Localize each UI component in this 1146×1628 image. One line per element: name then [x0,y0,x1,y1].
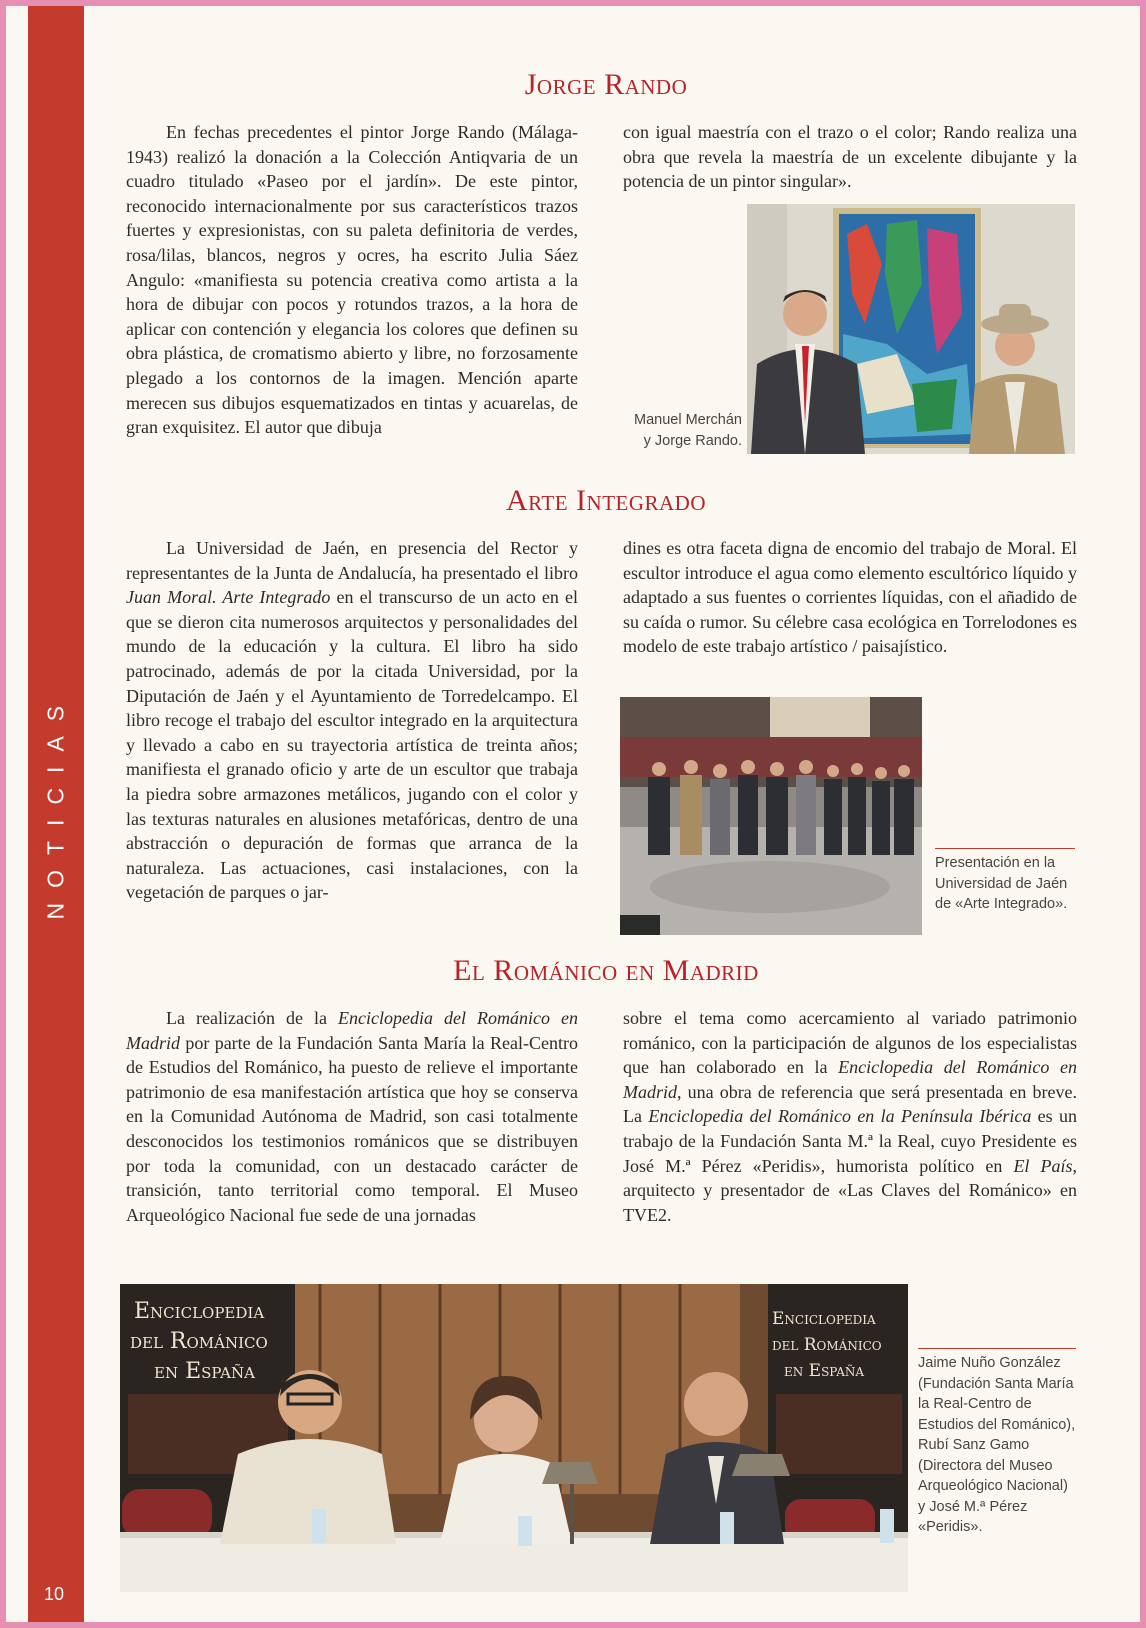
text-run: La realización de la [166,1008,338,1028]
headline-romanico-madrid: El Románico en Madrid [453,954,759,987]
banner-left-line3: en España [154,1359,255,1384]
text-run: La Universidad de Jaén, en presencia del Rector y representantes de la Junta de Andalucía, ha presentado el libro [126,538,578,583]
banner-left-line2: del Románico [130,1329,268,1354]
section-label [42,690,69,920]
book-title: Enciclopedia del Románico en la Península Ibérica [648,1106,1032,1127]
text-run: en el transcurso de un acto en el que se dieron cita numerosos arquitectos y personalidades del mundo de la educación y la cultura. El libro ha sido patrocinado, además de por la citada Universidad, por la Diputación de Jaén y el Ayuntamiento de Torredelcampo. El libro recoge el trabajo del escultor integrado en la arquitectura y llevado a cabo en su trayectoria artística de treinta años; manifiesta el granado oficio y arte de un escultor que trabaja la piedra sobre armazones metálicos, jugando con el color y las texturas naturales en alusiones metafóricas, dentro de una abstracción o depuración de formas que arranca de la naturaleza. Las actuaciones, casi instalaciones, con la vegetación de parques o jar- [126,587,578,903]
caption-mesa-romanico [918,1348,1076,1538]
text-run: es un trabajo de la Fundación Santa M.ª la Real, cuyo Presidente es José M.ª Pérez «Peridis», humorista político en [623,1106,1078,1176]
text-run: , arquitecto y presentador de «Las Claves del Románico» en TVE2. [623,1155,1078,1225]
paragraph: con igual maestría con el trazo o el color; Rando realiza una obra que revela la maestría de un excelente dibujante y la potencia de un pintor singular». [623,122,1077,192]
photo-mesa-romanico [120,1284,908,1592]
banner-left-line1: Enciclopedia [134,1299,265,1324]
book-title: Juan Moral. Arte Integrado [126,587,331,608]
article-jorge-rando-col2 [623,120,1077,194]
headline-arte-integrado: Arte Integrado [505,484,707,517]
caption-merchan-rando: Manuel Merchán y Jorge Rando. [634,412,742,449]
text-run: , una obra de referencia que será presentada en breve. La [623,1081,1077,1127]
banner-right-line3: en España [784,1361,865,1381]
caption-presentacion-jaen [935,848,1075,915]
paragraph: En fechas precedentes el pintor Jorge Rando (Málaga-1943) realizó la donación a la Colección Antiqvaria de un cuadro titulado «Paseo por el jardín». De este pintor, reconocido internacionalmente por sus característicos trazos fuertes y expresionistas, con su paleta definitoria de verdes, rosa/lilas, blancos, negros y ocres, ha escrito Julia Sáez Angulo: «manifiesta su potencia creativa como artista a la hora de dibujar con pocos y rotundos trazos, a la hora de aplicar con contención y elegancia los colores que definen su obra plástica, de cromatismo abierto y libre, no forzosamente plegado a los contornos de la imagen. Mención aparte merecen sus dibujos esquematizados en tintas y acuarelas, de gran exquisitez. El autor que dibuja [126,122,578,438]
paragraph [126,536,578,905]
paragraph: dines es otra faceta digna de encomio del trabajo de Moral. El escultor introduce el agua como elemento escultórico líquido y adaptado a sus fuentes o corrientes líquidas, con el añadido de su caída o rumor. Su célebre casa ecológica en Torrelodones es modelo de este trabajo artístico / paisajístico. [623,538,1077,657]
book-title: Enciclopedia del Románico en Madrid [126,1008,578,1053]
section-label-text: NOTICIAS [42,690,69,920]
banner-right-line2: del Románico [772,1335,882,1355]
article-jorge-rando-col1 [126,120,578,470]
caption-rule [935,848,1075,849]
text-run: sobre el tema como acercamiento al variado patrimonio románico, con la participación de algunos de los especialistas que han colaborado en la [623,1008,1077,1078]
article-romanico-col2 [623,1006,1077,1227]
caption-text: Presentación en la Universidad de Jaén de «Arte Integrado». [935,855,1068,912]
page-number: 10 [43,1584,65,1604]
caption-text: Jaime Nuño González (Fundación Santa María la Real-Centro de Estudios del Románico), Rubí Sanz Gamo (Directora del Museo Arqueológico Nacional) y José M.ª Pérez «Peridis». [918,1355,1076,1535]
paragraph [623,1006,1077,1227]
article-arte-integrado-col2 [623,536,1077,659]
newspaper-title: El País [1013,1155,1073,1176]
book-title: Enciclopedia del Románico en Madrid [623,1057,1077,1102]
article-romanico-col1 [126,1006,578,1227]
text-run: por parte de la Fundación Santa María la Real-Centro de Estudios del Románico, ha puesto de relieve el importante patrimonio de esa manifestación artística que hoy se conserva en la Comunidad Autónoma de Madrid, son casi totalmente desconocidos los testimonios románicos que se distribuyen por toda la comunidad, con un destacado carácter de transición, tanto territorial como temporal. El Museo Arqueológico Nacional fue sede de una jornadas [126,1032,578,1225]
magazine-page [6,6,1140,1622]
banner-right-line1: Enciclopedia [772,1309,876,1329]
photo-presentacion-jaen [620,697,922,935]
photo-merchan-rando [747,204,1075,454]
article-arte-integrado-col1 [126,536,578,905]
paragraph [126,1006,578,1227]
headline-jorge-rando: Jorge Rando [524,68,688,101]
caption-rule [918,1348,1076,1349]
